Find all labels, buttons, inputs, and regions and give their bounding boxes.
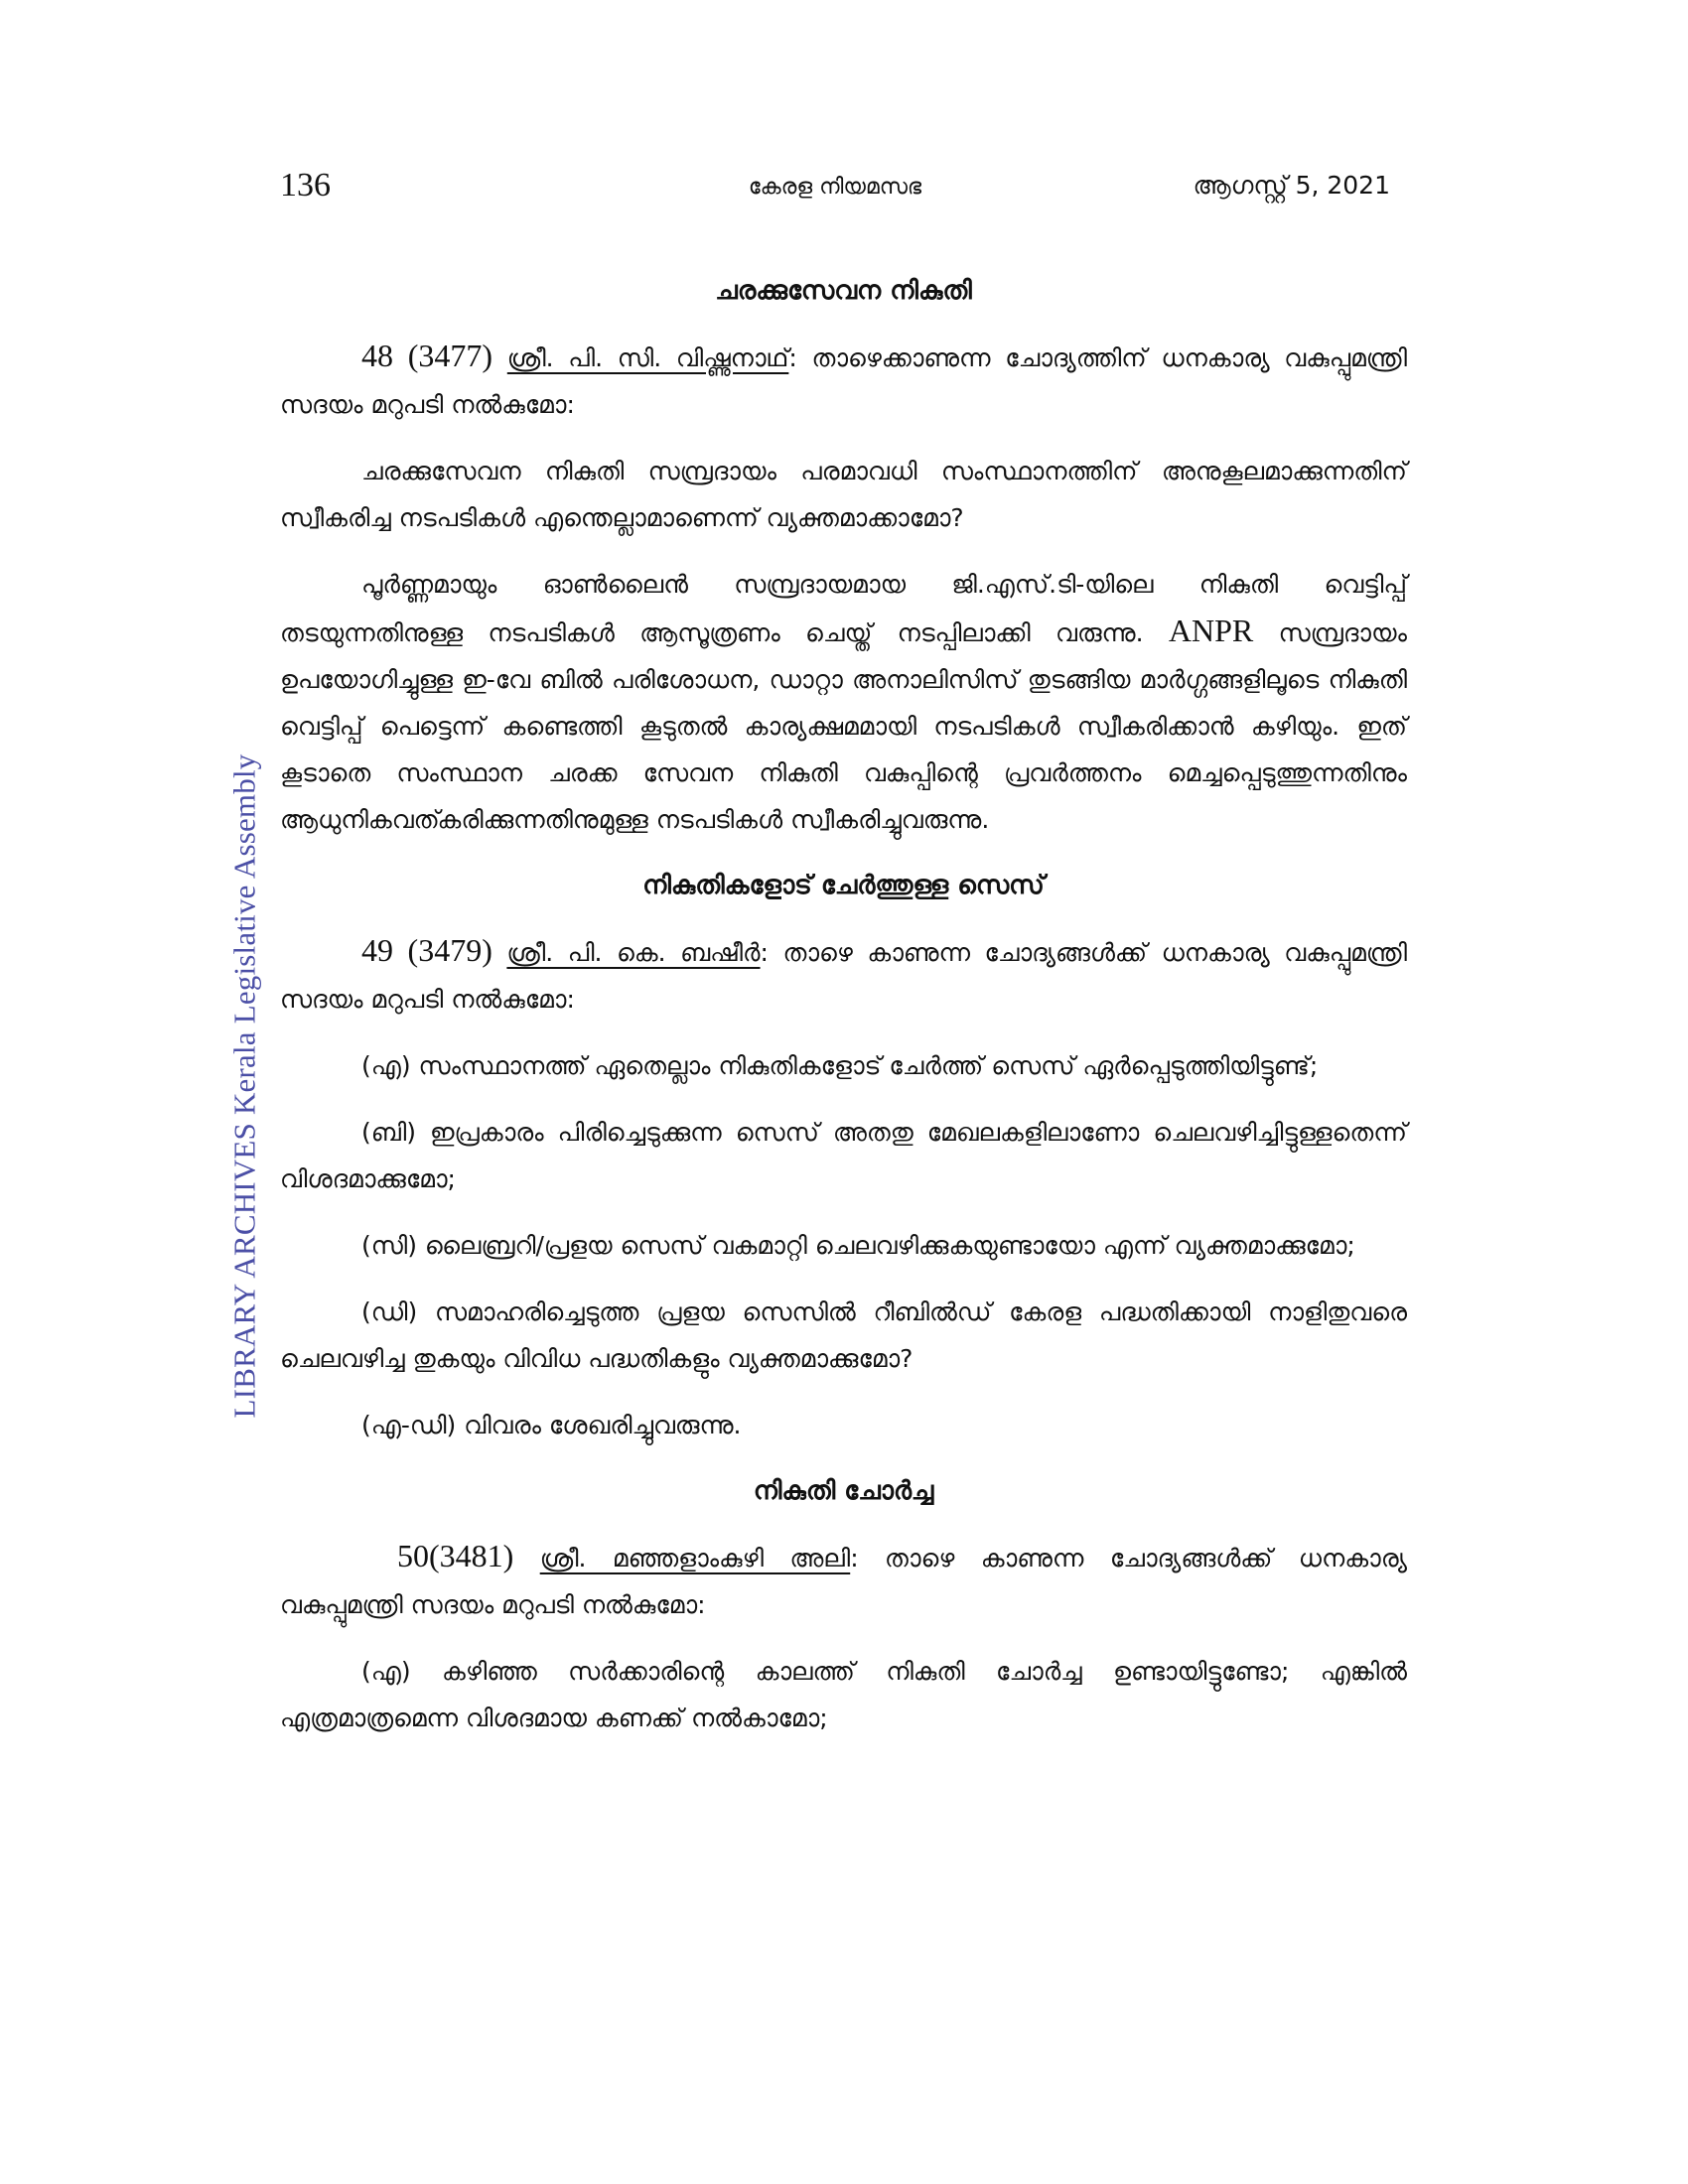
answer-suffix: സമ്പ്രദായം ഉപയോഗിച്ചുള്ള ഇ-വേ ബിൽ പരിശോധന, ഡാറ്റാ അനാലിസിസ് തുടങ്ങിയ മാർഗ്ഗങ്ങളിലൂടെ നികുതി വെട്ടിപ്പ് പെട്ടെന്ന് കണ്ടെത്തി കൂടുതൽ കാര്യക്ഷമമായി നടപടികൾ സ്വീകരിക്കാൻ കഴിയും. ഇത് കൂടാതെ സംസ്ഥാന ചരക്ക സേവന നികുതി വകുപ്പിന്റെ പ്രവർത്തനം മെച്ചപ്പെടുത്തുന്നതിനും ആധുനികവത്കരിക്കുന്നതിനുമുള്ള നടപടികൾ സ്വീകരിച്ചുവരുന്നു.: [280, 618, 1407, 834]
answer-prefix: പൂർണ്ണമായും ഓൺലൈൻ സമ്പ്രദായമായ ജി.എസ്.ടി-യിലെ നികുതി വെട്ടിപ്പ് തടയുന്നതിനുള്ള നടപടികൾ ആസൂത്രണം ചെയ്ത് നടപ്പിലാക്കി വരുന്നു.: [280, 570, 1407, 647]
member-name: ശ്രീ. പി. കെ. ബഷീർ: [506, 938, 761, 967]
question-item: (എ) സംസ്ഥാനത്ത് ഏതെല്ലാം നികുതികളോട് ചേർത്ത് സെസ് ഏർപ്പെടുത്തിയിട്ടുണ്ട്;: [361, 1051, 1319, 1080]
running-title: കേരള നിയമസഭ: [748, 175, 922, 200]
question-item: (ഡി) സമാഹരിച്ചെടുത്ത പ്രളയ സെസിൽ റീബിൽഡ് കേരള പദ്ധതിക്കായി നാളിതുവരെ ചെലവഴിച്ച തുകയും വിവിധ പദ്ധതികളും വ്യക്തമാക്കുമോ?: [280, 1297, 1407, 1373]
question-paragraph: [280, 1533, 1407, 1628]
question-number: 50(3481): [397, 1538, 514, 1573]
answer-paragraph: [280, 561, 1407, 843]
question-number: 49 (3479): [361, 932, 492, 968]
member-name: ശ്രീ. മഞ്ഞളാംകുഴി അലി: [539, 1544, 851, 1572]
question-item: (എ) കഴിഞ്ഞ സർക്കാരിന്റെ കാലത്ത് നികുതി ചോർച്ച ഉണ്ടായിട്ടുണ്ടോ; എങ്കിൽ എത്രമാത്രമെന്ന വിശദമായ കണക്ക് നൽകാമോ;: [280, 1657, 1407, 1732]
question-paragraph: [280, 333, 1407, 428]
answer-paragraph: (എ-ഡി) വിവരം ശേഖരിച്ചുവരുന്നു.: [361, 1411, 742, 1439]
question-item: (ബി) ഇപ്രകാരം പിരിച്ചെടുക്കുന്ന സെസ് അതതു മേഖലകളിലാണോ ചെലവഴിച്ചിട്ടുള്ളതെന്ന് വിശദമാക്കുമോ;: [280, 1118, 1407, 1193]
section-heading: ചരക്കുസേവന നികുതി: [715, 276, 972, 306]
watermark-text: LIBRARY ARCHIVES Kerala Legislative Assembly: [226, 753, 261, 1419]
section-heading: നികുതികളോട് ചേർത്തുള്ള സെസ്: [642, 871, 1045, 900]
question-intro: : താഴെ കാണുന്ന ചോദ്യങ്ങൾക്ക് ധനകാര്യ വകുപ്പുമന്ത്രി സദയം മറുപടി നൽകുമോ:: [280, 938, 1407, 1014]
question-number: 48 (3477): [361, 338, 493, 373]
member-name: ശ്രീ. പി. സി. വിഷ്ണുനാഥ്: [506, 343, 789, 372]
question-text: ചരക്കുസേവന നികുതി സമ്പ്രദായം പരമാവധി സംസ്ഥാനത്തിന് അനുകൂലമാക്കുന്നതിന് സ്വീകരിച്ച നടപടികൾ എന്തെല്ലാമാണെന്ന് വ്യക്തമാക്കാമോ?: [280, 457, 1407, 532]
page-header: [280, 167, 1390, 216]
page-number: 136: [280, 167, 331, 204]
answer-acronym: ANPR: [1168, 613, 1254, 648]
document-body: [280, 268, 1407, 1761]
section-heading: നികുതി ചോർച്ച: [753, 1476, 934, 1506]
header-date: ആഗസ്റ്റ് 5, 2021: [1193, 171, 1390, 200]
question-paragraph: [280, 927, 1407, 1023]
question-intro: : താഴെ കാണുന്ന ചോദ്യങ്ങൾക്ക് ധനകാര്യ വകുപ്പുമന്ത്രി സദയം മറുപടി നൽകുമോ:: [280, 1544, 1407, 1619]
question-item: (സി) ലൈബ്രറി/പ്രളയ സെസ് വകമാറ്റി ചെലവഴിക്കുകയുണ്ടായോ എന്ന് വ്യക്തമാക്കുമോ;: [361, 1231, 1355, 1260]
archive-watermark: [224, 739, 264, 1433]
question-intro: : താഴെക്കാണുന്ന ചോദ്യത്തിന് ധനകാര്യ വകുപ്പുമന്ത്രി സദയം മറുപടി നൽകുമോ:: [280, 343, 1408, 419]
